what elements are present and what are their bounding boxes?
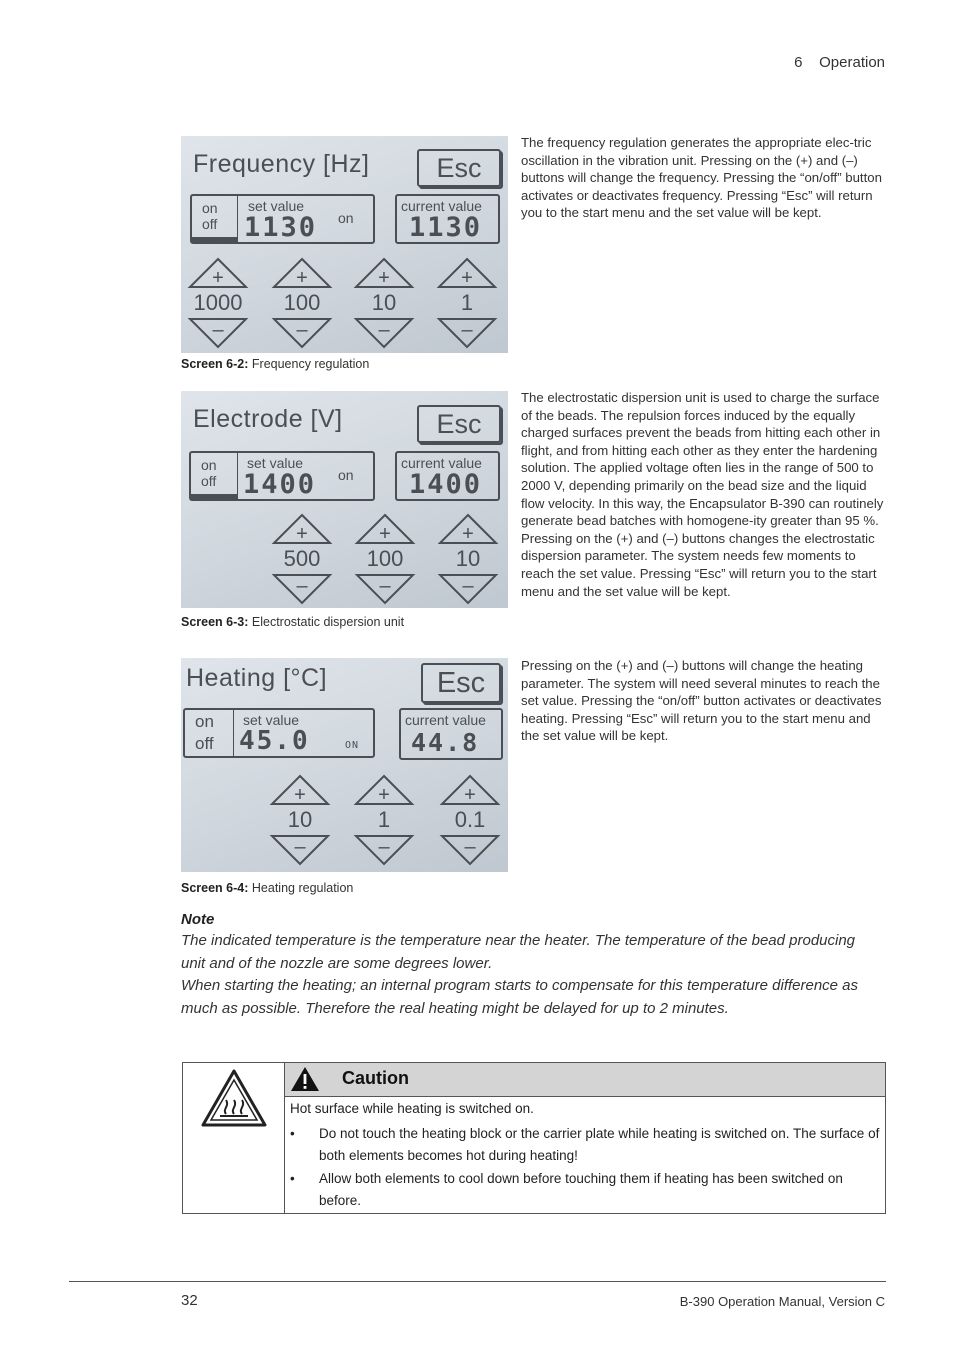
on-off-indicator (192, 237, 237, 242)
esc-button[interactable]: Esc (421, 663, 501, 703)
step-1-control[interactable] (436, 256, 498, 350)
note-line-2: When starting the heating; an internal program starts to compensate for this temperature difference as much as possible. Therefore the real heating might be delayed for up to 2 minutes. (181, 977, 859, 1017)
set-value-label: set value (243, 712, 300, 728)
plus-triangle-icon[interactable] (439, 773, 501, 807)
set-value-box (189, 451, 375, 501)
off-label: off (195, 734, 214, 753)
set-value-label: set value (248, 198, 305, 214)
state-label: on (338, 210, 354, 226)
step-100-control[interactable] (354, 512, 416, 606)
caution-body (290, 1098, 880, 1213)
on-off-button[interactable] (192, 196, 238, 242)
step-value: 100 (366, 546, 404, 571)
plus-triangle-icon[interactable] (353, 773, 415, 807)
esc-button[interactable]: Esc (417, 405, 501, 443)
set-value-box (190, 194, 375, 244)
set-value: 45.0 (239, 726, 310, 756)
plus-triangle-icon[interactable] (354, 512, 416, 546)
state-label: ON (345, 740, 360, 751)
step-value: 10 (287, 807, 313, 832)
lcd-title: Frequency [Hz] (193, 150, 370, 178)
plus-triangle-icon[interactable] (271, 512, 333, 546)
bullet-marker: • (290, 1170, 295, 1186)
step-10-control[interactable] (353, 256, 415, 350)
section-number: 6 (794, 54, 803, 71)
note-line-1: The indicated temperature is the temperature near the heater. The temperature of the bead producing unit and of the nozzle are some degrees lower. (181, 932, 856, 972)
on-label: on (195, 712, 214, 731)
minus-triangle-icon[interactable] (353, 833, 415, 867)
caption-text: Electrostatic dispersion unit (251, 615, 405, 629)
plus-sign: + (296, 523, 308, 545)
plus-sign: + (461, 267, 473, 289)
exclamation-warning-icon (290, 1066, 320, 1092)
caption-label: Screen 6-4: (181, 881, 249, 895)
plus-sign: + (462, 523, 474, 545)
current-value-box (395, 451, 500, 501)
step-value: 1 (377, 807, 391, 832)
lcd-title: Electrode [V] (193, 405, 343, 433)
caution-intro: Hot surface while heating is switched on. (290, 1101, 534, 1116)
plus-triangle-icon[interactable] (436, 256, 498, 290)
frequency-description: The frequency regulation generates the appropriate elec-tric oscillation in the vibration unit. Pressing on the (+) and (–) buttons will change the frequency. Pressing the “on/off” button activates or deactivates frequency. Pressing “Esc” will return you to the start menu and the set value will be kept. (521, 135, 882, 221)
plus-sign: + (294, 784, 306, 806)
set-value-box (183, 708, 375, 758)
minus-sign: – (296, 319, 308, 341)
step-1000-control[interactable] (187, 256, 249, 350)
plus-triangle-icon[interactable] (353, 256, 415, 290)
current-value-box (399, 708, 503, 760)
screen-caption (181, 615, 404, 629)
running-header (794, 54, 885, 71)
footer-rule (69, 1281, 886, 1282)
set-value: 1400 (243, 469, 317, 500)
minus-sign: – (461, 319, 473, 341)
step-value: 10 (371, 290, 397, 315)
plus-sign: + (378, 784, 390, 806)
esc-button[interactable]: Esc (417, 149, 501, 187)
step-500-control[interactable] (271, 512, 333, 606)
plus-triangle-icon[interactable] (269, 773, 331, 807)
note-text (181, 930, 881, 1020)
current-value: 44.8 (411, 728, 480, 757)
step-value: 500 (283, 546, 321, 571)
on-label: on (202, 200, 218, 216)
plus-triangle-icon[interactable] (271, 256, 333, 290)
on-label: on (201, 457, 217, 473)
electrode-screen (181, 391, 508, 608)
set-value-label: set value (247, 455, 304, 471)
section-title: Operation (819, 54, 885, 71)
minus-triangle-icon[interactable] (353, 316, 415, 350)
caution-header (285, 1063, 885, 1097)
doc-title: B-390 Operation Manual, Version C (679, 1294, 885, 1309)
screen-caption (181, 357, 369, 371)
caption-label: Screen 6-3: (181, 615, 249, 629)
minus-triangle-icon[interactable] (437, 572, 499, 606)
page-number: 32 (181, 1292, 198, 1309)
plus-sign: + (464, 784, 476, 806)
caution-bullet (290, 1168, 880, 1213)
caption-label: Screen 6-2: (181, 357, 249, 371)
hot-surface-warning-icon (200, 1068, 268, 1128)
on-off-indicator (191, 494, 237, 499)
off-label: off (201, 473, 217, 489)
caution-icon-cell (183, 1063, 285, 1213)
electrode-description-2: Pressing on the (+) and (–) buttons changes the electrostatic dispersion parameter. The system needs few moments to reach the set value. Pressing “Esc” will return you to the start menu and the set value will be kept. (521, 530, 877, 599)
state-label: on (338, 467, 354, 483)
on-off-button[interactable] (191, 453, 238, 499)
minus-triangle-icon[interactable] (271, 572, 333, 606)
step-1-control[interactable] (353, 773, 415, 867)
caution-bullet (290, 1123, 880, 1168)
step-10-control[interactable] (269, 773, 331, 867)
electrode-description-1: The electrostatic dispersion unit is used to charge the surface of the beads. The repulsion forces induced by the equally charged surfaces prevent the beads from hitting each other in flight, and from hitting each other as they enter the hardening solution. The applied voltage often lies in the range of 500 to 2000 V, depending primarily on the bead size and the liquid flow velocity. In this way, the Encapsulator B-390 can routinely generate bead batches with homogene-ity greater than 95 %. (521, 390, 884, 529)
step-value: 10 (455, 546, 481, 571)
minus-triangle-icon[interactable] (439, 833, 501, 867)
minus-triangle-icon[interactable] (436, 316, 498, 350)
minus-sign: – (212, 319, 224, 341)
on-off-button[interactable] (185, 710, 234, 756)
caution-title: Caution (342, 1068, 409, 1088)
lcd-title: Heating [°C] (186, 664, 328, 692)
off-label: off (202, 216, 218, 232)
plus-sign: + (379, 523, 391, 545)
step-100-control[interactable] (271, 256, 333, 350)
plus-sign: + (212, 267, 224, 289)
current-value-box (395, 194, 500, 244)
frequency-screen (181, 136, 508, 353)
minus-triangle-icon[interactable] (187, 316, 249, 350)
minus-triangle-icon[interactable] (269, 833, 331, 867)
minus-triangle-icon[interactable] (354, 572, 416, 606)
step-value: 1 (460, 290, 474, 315)
step-value: 0.1 (454, 807, 486, 832)
caution-bullet-text: Allow both elements to cool down before touching them if heating has been switched on before. (319, 1170, 843, 1208)
plus-sign: + (378, 267, 390, 289)
current-value-label: current value (401, 455, 482, 471)
note-title: Note (181, 911, 215, 928)
minus-sign: – (464, 836, 476, 858)
minus-sign: – (379, 575, 391, 597)
bullet-marker: • (290, 1125, 295, 1141)
plus-sign: + (296, 267, 308, 289)
plus-triangle-icon[interactable] (437, 512, 499, 546)
minus-sign: – (378, 319, 390, 341)
electrode-description (521, 389, 887, 600)
current-value-label: current value (401, 198, 482, 214)
set-value: 1130 (244, 212, 318, 243)
minus-sign: – (378, 836, 390, 858)
caution-bullet-text: Do not touch the heating block or the carrier plate while heating is switched on. The surface of both elements becomes hot during heating! (319, 1125, 880, 1163)
step-0.1-control[interactable] (439, 773, 501, 867)
minus-sign: – (296, 575, 308, 597)
current-value: 1400 (409, 469, 483, 500)
minus-sign: – (294, 836, 306, 858)
plus-triangle-icon[interactable] (187, 256, 249, 290)
caption-text: Frequency regulation (251, 357, 370, 371)
step-value: 1000 (193, 290, 243, 315)
minus-triangle-icon[interactable] (271, 316, 333, 350)
heating-description: Pressing on the (+) and (–) buttons will change the heating parameter. The system will need several minutes to reach the set value. Pressing the “on/off” button activates or deactivates heating. Pressing “Esc” will return you to the start menu and the set value will be kept. (521, 658, 882, 744)
current-value: 1130 (409, 212, 483, 243)
heating-screen (181, 658, 508, 872)
step-10-control[interactable] (437, 512, 499, 606)
minus-sign: – (462, 575, 474, 597)
caption-text: Heating regulation (251, 881, 354, 895)
screen-caption (181, 881, 353, 895)
current-value-label: current value (405, 712, 486, 728)
step-value: 100 (283, 290, 321, 315)
caution-box (182, 1062, 886, 1214)
